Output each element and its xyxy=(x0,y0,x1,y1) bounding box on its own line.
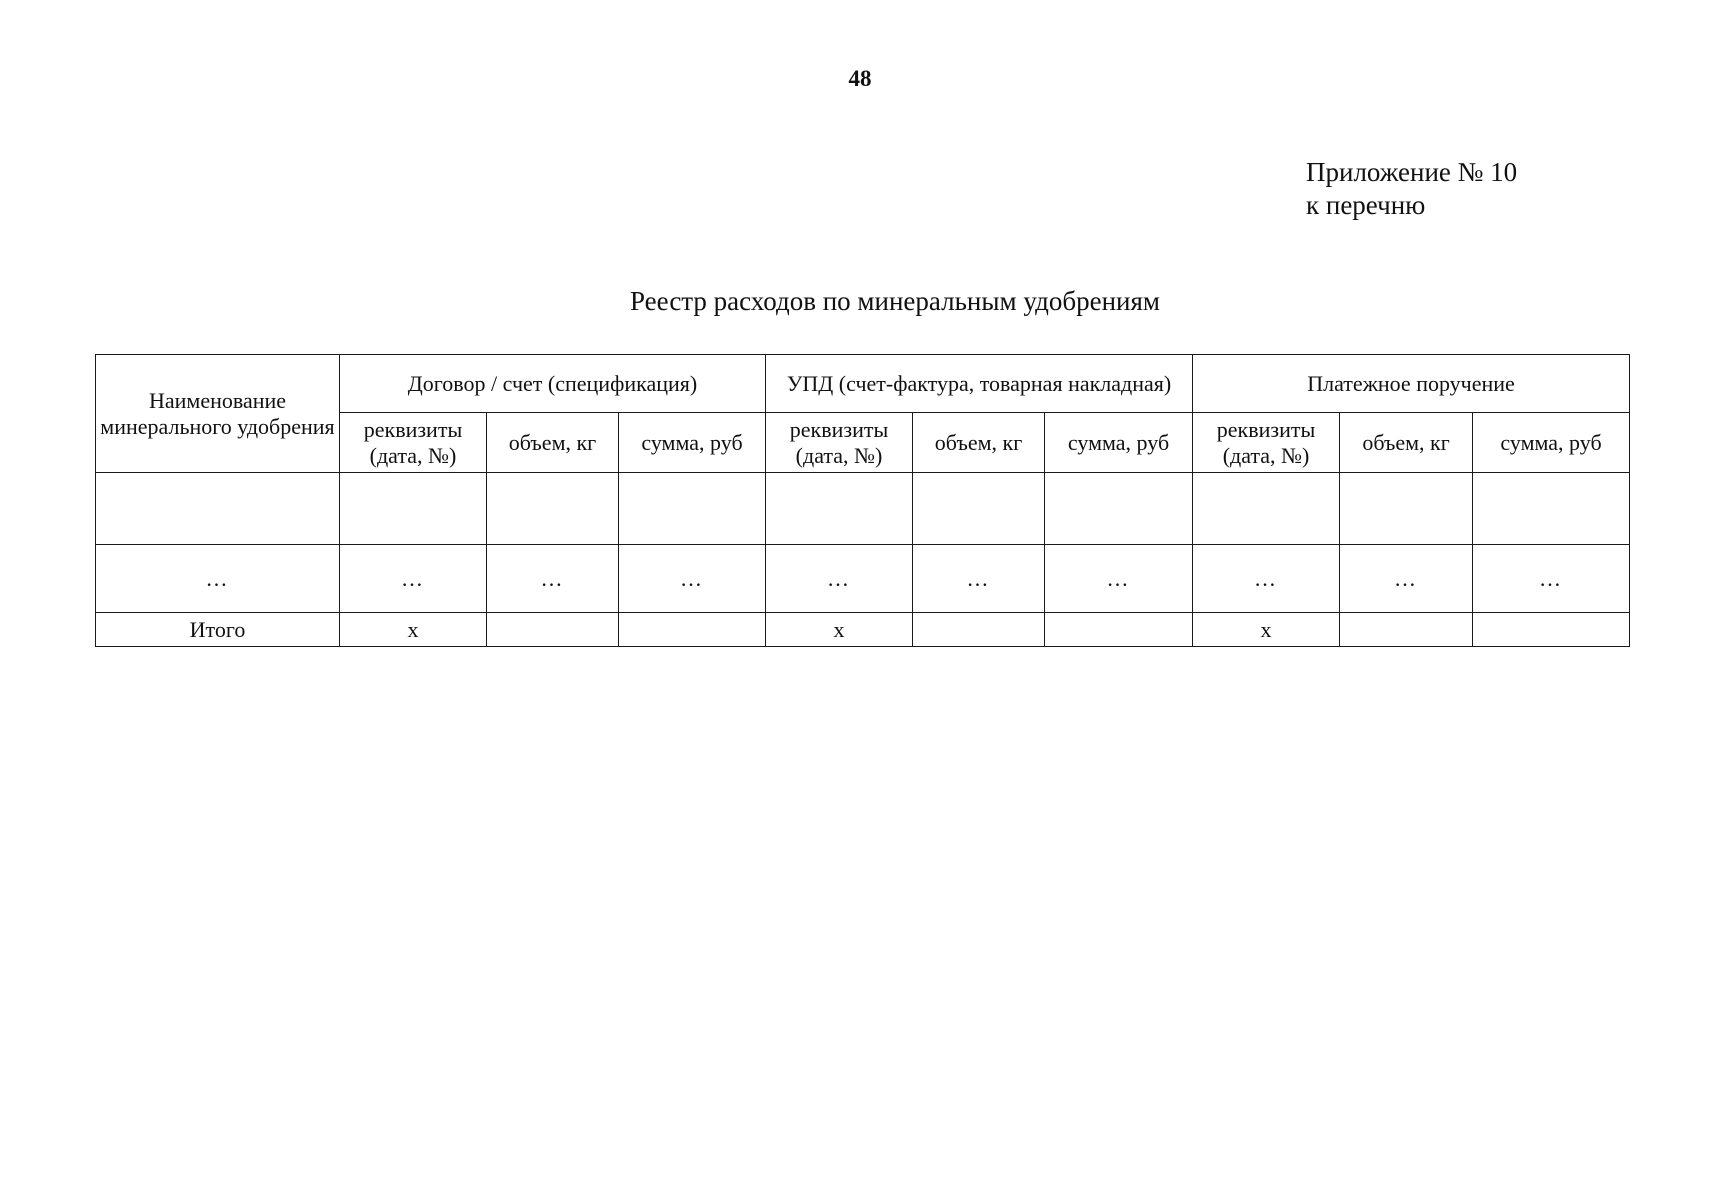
header-fertilizer-name: Наименование минерального удобрения xyxy=(96,355,340,473)
document-title: Реестр расходов по минеральным удобрениям xyxy=(630,286,1160,316)
total-contract-sum xyxy=(619,613,766,647)
page-number: 48 xyxy=(848,66,872,91)
total-contract-volume xyxy=(487,613,619,647)
ellipsis-cell: … xyxy=(1045,545,1193,613)
expense-register-table xyxy=(95,354,1630,647)
total-payment-requisites-cross: x xyxy=(1193,613,1340,647)
table-cell xyxy=(766,473,913,545)
header-upd-requisites: реквизиты (дата, №) xyxy=(766,413,913,473)
header-row-groups xyxy=(96,355,1630,413)
appendix-line-2: к перечню xyxy=(1306,190,1426,220)
header-payment-volume: объем, кг xyxy=(1340,413,1473,473)
appendix-line-1: Приложение № 10 xyxy=(1306,157,1518,187)
header-contract-requisites: реквизиты (дата, №) xyxy=(340,413,487,473)
table-cell xyxy=(1045,473,1193,545)
table-cell xyxy=(1473,473,1630,545)
ellipsis-cell: … xyxy=(1340,545,1473,613)
total-payment-sum xyxy=(1473,613,1630,647)
ellipsis-cell: … xyxy=(96,545,340,613)
ellipsis-cell: … xyxy=(1193,545,1340,613)
total-upd-sum xyxy=(1045,613,1193,647)
header-contract-volume: объем, кг xyxy=(487,413,619,473)
header-group-payment: Платежное поручение xyxy=(1193,355,1630,413)
header-payment-sum: сумма, руб xyxy=(1473,413,1630,473)
total-label: Итого xyxy=(96,613,340,647)
total-contract-requisites-cross: x xyxy=(340,613,487,647)
table-row-ellipsis xyxy=(96,545,1630,613)
table-row-empty xyxy=(96,473,1630,545)
table-cell xyxy=(96,473,340,545)
ellipsis-cell: … xyxy=(1473,545,1630,613)
header-payment-requisites: реквизиты (дата, №) xyxy=(1193,413,1340,473)
table-cell xyxy=(619,473,766,545)
appendix-note xyxy=(1306,156,1517,222)
table-cell xyxy=(340,473,487,545)
table-cell xyxy=(1340,473,1473,545)
table-cell xyxy=(487,473,619,545)
header-upd-sum: сумма, руб xyxy=(1045,413,1193,473)
total-upd-requisites-cross: x xyxy=(766,613,913,647)
table-row-total xyxy=(96,613,1630,647)
ellipsis-cell: … xyxy=(340,545,487,613)
header-contract-sum: сумма, руб xyxy=(619,413,766,473)
ellipsis-cell: … xyxy=(487,545,619,613)
ellipsis-cell: … xyxy=(913,545,1045,613)
total-payment-volume xyxy=(1340,613,1473,647)
ellipsis-cell: … xyxy=(619,545,766,613)
total-upd-volume xyxy=(913,613,1045,647)
ellipsis-cell: … xyxy=(766,545,913,613)
header-upd-volume: объем, кг xyxy=(913,413,1045,473)
header-group-upd: УПД (счет-фактура, товарная накладная) xyxy=(766,355,1193,413)
table-cell xyxy=(1193,473,1340,545)
header-group-contract: Договор / счет (спецификация) xyxy=(340,355,766,413)
table-cell xyxy=(913,473,1045,545)
